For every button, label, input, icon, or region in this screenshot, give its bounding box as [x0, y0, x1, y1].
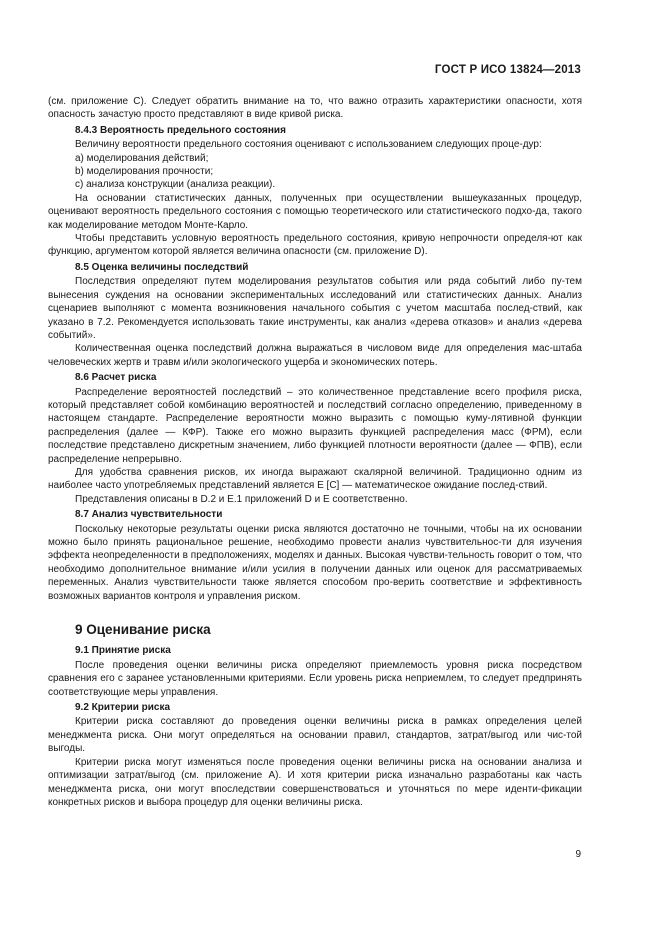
paragraph: После проведения оценки величины риска определяют приемлемость уровня риска посредством сравнения его с заранее установленными критериями. Если уровень риска неприемлем, то следует предпринять соответствующие меры управления. — [48, 659, 582, 698]
paragraph: Критерии риска составляют до проведения оценки величины риска в рамках определения целей менеджмента риска. Они могут определяться на основании правил, стандартов, затрат/выгод или чис-той выгоды. — [48, 716, 582, 755]
list-item: b) моделирования прочности; — [75, 166, 214, 178]
subsection-heading: 9.2 Критерии риска — [75, 702, 171, 714]
paragraph: (см. приложение C). Следует обратить внимание на то, что важно отразить характеристики опасности, хотя опасность зачастую просто представляют в виде кривой риска. — [48, 96, 582, 121]
paragraph: Количественная оценка последствий должна выражаться в числовом виде для определения мас-штаба человеческих жертв и травм и/или экологического ущерба и экономических потерь. — [48, 343, 582, 368]
paragraph: Для удобства сравнения рисков, их иногда выражают скалярной величиной. Традиционно одним из наиболее часто употребляемых представлений является E [C] — математическое ожидание послед-ствий. — [48, 466, 582, 492]
list-item: a) моделирования действий; — [75, 152, 209, 164]
subsection-heading: 8.4.3 Вероятность предельного состояния — [75, 124, 286, 136]
paragraph: Представления описаны в D.2 и E.1 приложений D и E соответственно. — [75, 493, 408, 505]
list-item: c) анализа конструкции (анализа реакции). — [75, 179, 276, 191]
page-number: 9 — [575, 849, 581, 860]
paragraph: Распределение вероятностей последствий – это количественное представление всего профиля риска, который представляет собой комбинацию вероятностей и последствий согласно определению, приведенному в настоящем стандарте. Распределение вероятности можно выразить с помощью куму-лятивной функции распределения (далее — КФР). Также его можно выразить функцией распределения масс (ФРМ), если последствие представлено дискретным значением, либо функцией плотности вероятности (далее — ФПВ), если распределение непрерывно. — [48, 386, 582, 465]
paragraph: Величину вероятности предельного состояния оценивают с использованием следующих проце-дур: — [75, 139, 542, 151]
paragraph: Чтобы представить условную вероятность предельного состояния, кривую непрочности определя-ют как функцию, аргументом которой является величина опасности (см. приложение D). — [48, 233, 582, 258]
document-code: ГОСТ Р ИСО 13824—2013 — [434, 64, 581, 76]
section-heading: 9 Оценивание риска — [75, 622, 211, 638]
subsection-heading: 9.1 Принятие риска — [75, 645, 171, 657]
paragraph: Поскольку некоторые результаты оценки риска являются достаточно не точными, чтобы на их основании можно было принять рациональное решение, необходимо провести анализ чувствительнос-ти для изучения эффекта неопределенности в предположениях, моделях и данных. Высокая чувстви-тельность говорит о том, что необходимо дополнительное внимание и/или усилия в получении данных или оценок для рассматриваемых переменных. Анализ чувствительности также является способом про-верить соответствие и эффективность возможных вариантов контроля и управления риском. — [48, 523, 582, 602]
subsection-heading: 8.6 Расчет риска — [75, 372, 157, 384]
document-body — [48, 95, 582, 809]
subsection-heading: 8.5 Оценка величины последствий — [75, 261, 249, 273]
paragraph: На основании статистических данных, полученных при осуществлении вышеуказанных процедур, оценивают вероятность предельного состояния с помощью теоретического или статистического подхо-да, такого как моделирование методом Монте-Карло. — [48, 192, 582, 231]
paragraph: Критерии риска могут изменяться после проведения оценки величины риска на основании анализа и оптимизации затрат/выгод (см. приложение А). И хотя критерии риска изначально разработаны как часть менеджмента риска, они могут впоследствии совершенствоваться и уточняться по мере иденти-фикации конкретных рисков и выбора процедур для оценки величины риска. — [48, 756, 582, 808]
subsection-heading: 8.7 Анализ чувствительности — [75, 509, 223, 521]
paragraph: Последствия определяют путем моделирования результатов события или ряда событий либо пу-тем вынесения суждения на основании экспериментальных исследований или статистических данных. Анализ сценариев выполняют с момента возникновения начального события с учетом масштаба послед-ствий, как указано в 7.2. Рекомендуется использовать такие инструменты, как анализ «дерева отказов» и анализ «дерева событий». — [48, 276, 582, 341]
